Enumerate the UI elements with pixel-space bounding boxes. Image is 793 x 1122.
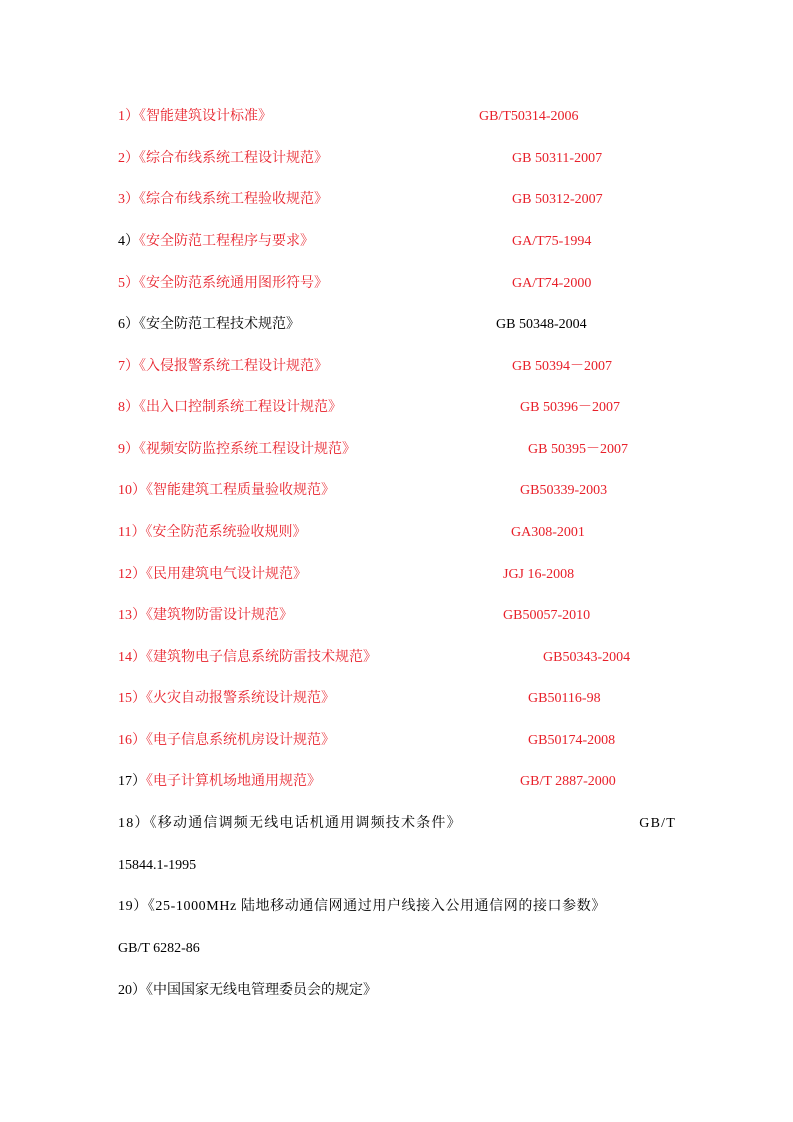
- item-title: 《安全防范系统验收规则》: [145, 525, 307, 540]
- list-item: [118, 274, 592, 294]
- item-code: GB 50394－2007: [512, 359, 612, 374]
- item-title: 《入侵报警系统工程设计规范》: [139, 359, 328, 374]
- item-code: GB50343-2004: [543, 650, 631, 665]
- list-item: [118, 232, 592, 252]
- list-item: [118, 897, 606, 917]
- item-title: 《智能建筑工程质量验收规范》: [146, 483, 335, 498]
- item-code: GB/T: [639, 816, 676, 831]
- item-number: 5）: [118, 276, 139, 291]
- list-item: [118, 772, 616, 792]
- item-code: GA/T75-1994: [512, 234, 592, 249]
- item-number: 17）: [118, 774, 146, 789]
- item-title: 《中国国家无线电管理委员会的规定》: [146, 983, 377, 998]
- list-item: [118, 398, 620, 418]
- list-item: [118, 315, 587, 335]
- list-item: [118, 689, 601, 709]
- item-number: 11）: [118, 525, 146, 540]
- item-number: 4）: [118, 234, 139, 249]
- item-title: 《民用建筑电气设计规范》: [146, 567, 307, 582]
- item-title: 《建筑物电子信息系统防雷技术规范》: [146, 650, 377, 665]
- item-code: GA308-2001: [511, 525, 585, 540]
- item-number: 2）: [118, 151, 139, 166]
- item-code: GB 50348-2004: [496, 317, 587, 332]
- item-code-continued: 15844.1-1995: [118, 858, 197, 873]
- item-code: GB 50312-2007: [512, 192, 603, 207]
- list-item: [118, 190, 603, 210]
- item-number: 9）: [118, 442, 139, 457]
- item-code: GB50174-2008: [528, 733, 616, 748]
- item-number: 13）: [118, 608, 146, 623]
- item-code: GB/T50314-2006: [479, 109, 579, 124]
- item-number: 10）: [118, 483, 146, 498]
- item-title: 《安全防范工程程序与要求》: [139, 234, 314, 249]
- item-code: GB50057-2010: [503, 608, 591, 623]
- item-title: 《25-1000MHz 陆地移动通信网通过用户线接入公用通信网的接口参数》: [147, 899, 606, 914]
- item-title: 《智能建筑设计标准》: [139, 109, 272, 124]
- item-number: 16）: [118, 733, 146, 748]
- item-number: 14）: [118, 650, 146, 665]
- item-title: 《电子信息系统机房设计规范》: [146, 733, 335, 748]
- item-number: 20）: [118, 983, 146, 998]
- item-code: JGJ 16-2008: [503, 567, 575, 582]
- item-number: 1）: [118, 109, 139, 124]
- item-title: 《安全防范系统通用图形符号》: [139, 276, 328, 291]
- item-code: GB50116-98: [528, 691, 601, 706]
- list-item: [118, 357, 612, 377]
- item-code: GB50339-2003: [520, 483, 608, 498]
- list-item: [118, 814, 676, 834]
- item-number: 6）: [118, 317, 139, 332]
- item-code: GA/T74-2000: [512, 276, 592, 291]
- item-code: GB 50311-2007: [512, 151, 603, 166]
- list-item: [118, 149, 603, 169]
- item-code: GB/T 6282-86: [118, 941, 200, 956]
- item-number: 15）: [118, 691, 146, 706]
- item-number: 18）: [118, 816, 150, 831]
- item-title: 《安全防范工程技术规范》: [139, 317, 300, 332]
- list-item: [118, 523, 585, 543]
- item-number: 7）: [118, 359, 139, 374]
- item-code: GB 50396－2007: [520, 400, 620, 415]
- item-title: 《综合布线系统工程验收规范》: [139, 192, 328, 207]
- item-code: GB 50395－2007: [528, 442, 628, 457]
- item-number: 19）: [118, 899, 148, 914]
- list-item: [118, 981, 377, 1001]
- item-title: 《视频安防监控系统工程设计规范》: [139, 442, 356, 457]
- item-title: 《出入口控制系统工程设计规范》: [139, 400, 342, 415]
- item-title: 《电子计算机场地通用规范》: [146, 774, 321, 789]
- item-title: 《建筑物防雷设计规范》: [146, 608, 293, 623]
- list-item: [118, 481, 608, 501]
- item-number: 12）: [118, 567, 146, 582]
- item-code: GB/T 2887-2000: [520, 774, 616, 789]
- item-number: 8）: [118, 400, 139, 415]
- list-item: [118, 440, 628, 460]
- list-item: [118, 107, 579, 127]
- item-number: 3）: [118, 192, 139, 207]
- item-title: 《移动通信调频无线电话机通用调频技术条件》: [149, 816, 462, 831]
- list-item: [118, 648, 631, 668]
- list-item: [118, 731, 616, 751]
- item-title: 《综合布线系统工程设计规范》: [139, 151, 328, 166]
- list-item: [118, 565, 575, 585]
- item-title: 《火灾自动报警系统设计规范》: [146, 691, 335, 706]
- list-item: [118, 606, 591, 626]
